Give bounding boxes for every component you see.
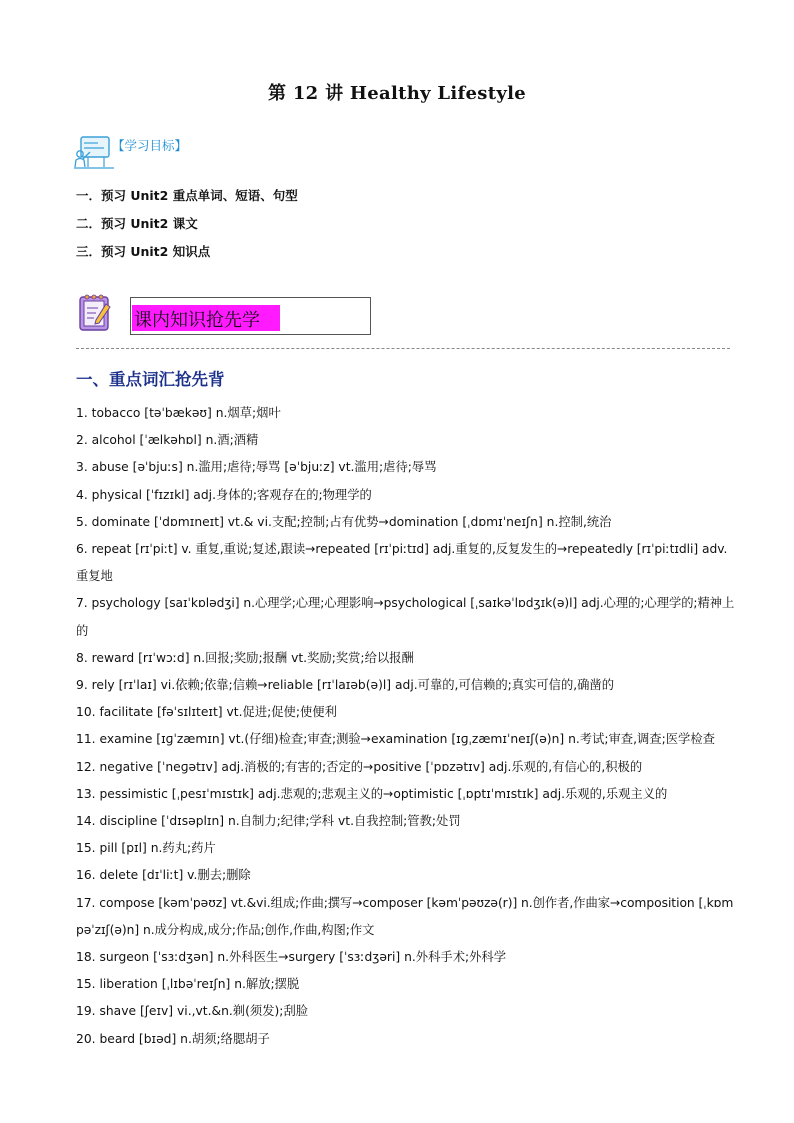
page-title: 第 12 讲 Healthy Lifestyle — [267, 83, 527, 104]
vocab-entry: 8. reward [rɪˈwɔːd] n.回报;奖励;报酬 vt.奖励;奖赏;给以报酬 — [76, 650, 414, 665]
vocab-heading: 一、重点词汇抢先背 — [76, 370, 225, 389]
objective-item: 三．预习 Unit2 知识点 — [76, 244, 211, 259]
vocab-entry: 13. pessimistic [ˌpesɪˈmɪstɪk] adj.悲观的;悲观主义的→optimistic [ˌɒptɪˈmɪstɪk] adj.乐观的,乐观主义的 — [76, 786, 668, 801]
divider — [76, 348, 730, 349]
vocab-entry: 12. negative [ˈneɡətɪv] adj.消极的;有害的;否定的→positive [ˈpɒzətɪv] adj.乐观的,有信心的,积极的 — [76, 759, 643, 774]
vocab-entry: 20. beard [bɪəd] n.胡须;络腮胡子 — [76, 1031, 270, 1046]
vocab-entry: 4. physical [ˈfɪzɪkl] adj.身体的;客观存在的;物理学的 — [76, 487, 372, 502]
section-title: 课内知识抢先学 — [134, 310, 260, 331]
notepad-pencil-icon — [78, 292, 112, 332]
vocab-entry: 10. facilitate [fəˈsɪlɪteɪt] vt.促进;促使;使便利 — [76, 705, 337, 720]
vocab-entry: 11. examine [ɪɡˈzæmɪn] vt.(仔细)检查;审查;测验→examination [ɪɡˌzæmɪˈneɪʃ(ə)n] n.考试;审查,调查;医学检查 — [76, 732, 715, 747]
vocab-entry: 16. delete [dɪˈliːt] v.删去;删除 — [76, 868, 251, 883]
objective-item: 二．预习 Unit2 课文 — [76, 216, 198, 231]
section-title-box — [130, 297, 371, 335]
vocab-entry: 15. pill [pɪl] n.药丸;药片 — [76, 841, 216, 856]
vocab-entry: 3. abuse [əˈbjuːs] n.滥用;虐待;辱骂 [əˈbjuːz] vt.滥用;虐待;辱骂 — [76, 460, 437, 475]
vocab-entry: 5. dominate [ˈdɒmɪneɪt] vt.& vi.支配;控制;占有优势→domination [ˌdɒmɪˈneɪʃn] n.控制,统治 — [76, 514, 612, 529]
vocab-entry: 18. surgeon [ˈsɜːdʒən] n.外科医生→surgery [ˈsɜːdʒəri] n.外科手术;外科学 — [76, 950, 507, 965]
objectives-list — [76, 186, 298, 270]
vocab-entry: 9. rely [rɪˈlaɪ] vi.依赖;依靠;信赖→reliable [rɪˈlaɪəb(ə)l] adj.可靠的,可信赖的;真实可信的,确凿的 — [76, 678, 615, 693]
objective-item: 一．预习 Unit2 重点单词、短语、句型 — [76, 188, 298, 203]
vocab-entry: 6. repeat [rɪˈpiːt] v. 重复,重说;复述,跟读→repeated [rɪˈpiːtɪd] adj.重复的,反复发生的→repeatedly [rɪˈpiːtɪdli] adv.重复地 — [76, 542, 728, 584]
objectives-label: 【学习目标】 — [112, 138, 188, 153]
teacher-board-icon — [74, 134, 114, 170]
vocab-entry: 7. psychology [saɪˈkɒlədʒi] n.心理学;心理;心理影响→psychological [ˌsaɪkəˈlɒdʒɪk(ə)l] adj.心理的;心理学的;精神上的 — [76, 596, 735, 638]
vocab-entry: 19. shave [ʃeɪv] vi.,vt.&n.剃(须发);刮脸 — [76, 1004, 309, 1019]
vocab-entry: 2. alcohol [ˈælkəhɒl] n.酒;酒精 — [76, 433, 259, 448]
vocab-list — [76, 400, 736, 1053]
vocab-entry: 17. compose [kəmˈpəʊz] vt.&vi.组成;作曲;撰写→composer [kəmˈpəʊzə(r)] n.创作者,作曲家→composition [ˌkɒmpəˈzɪʃ(ə)n] n.成分构成,成分;作品;创作,作曲,构图;作文 — [76, 895, 734, 937]
vocab-entry: 15. liberation [ˌlɪbəˈreɪʃn] n.解放;摆脱 — [76, 977, 300, 992]
vocab-entry: 1. tobacco [təˈbækəʊ] n.烟草;烟叶 — [76, 406, 281, 420]
vocab-entry: 14. discipline [ˈdɪsəplɪn] n.自制力;纪律;学科 vt.自我控制;管教;处罚 — [76, 814, 461, 829]
